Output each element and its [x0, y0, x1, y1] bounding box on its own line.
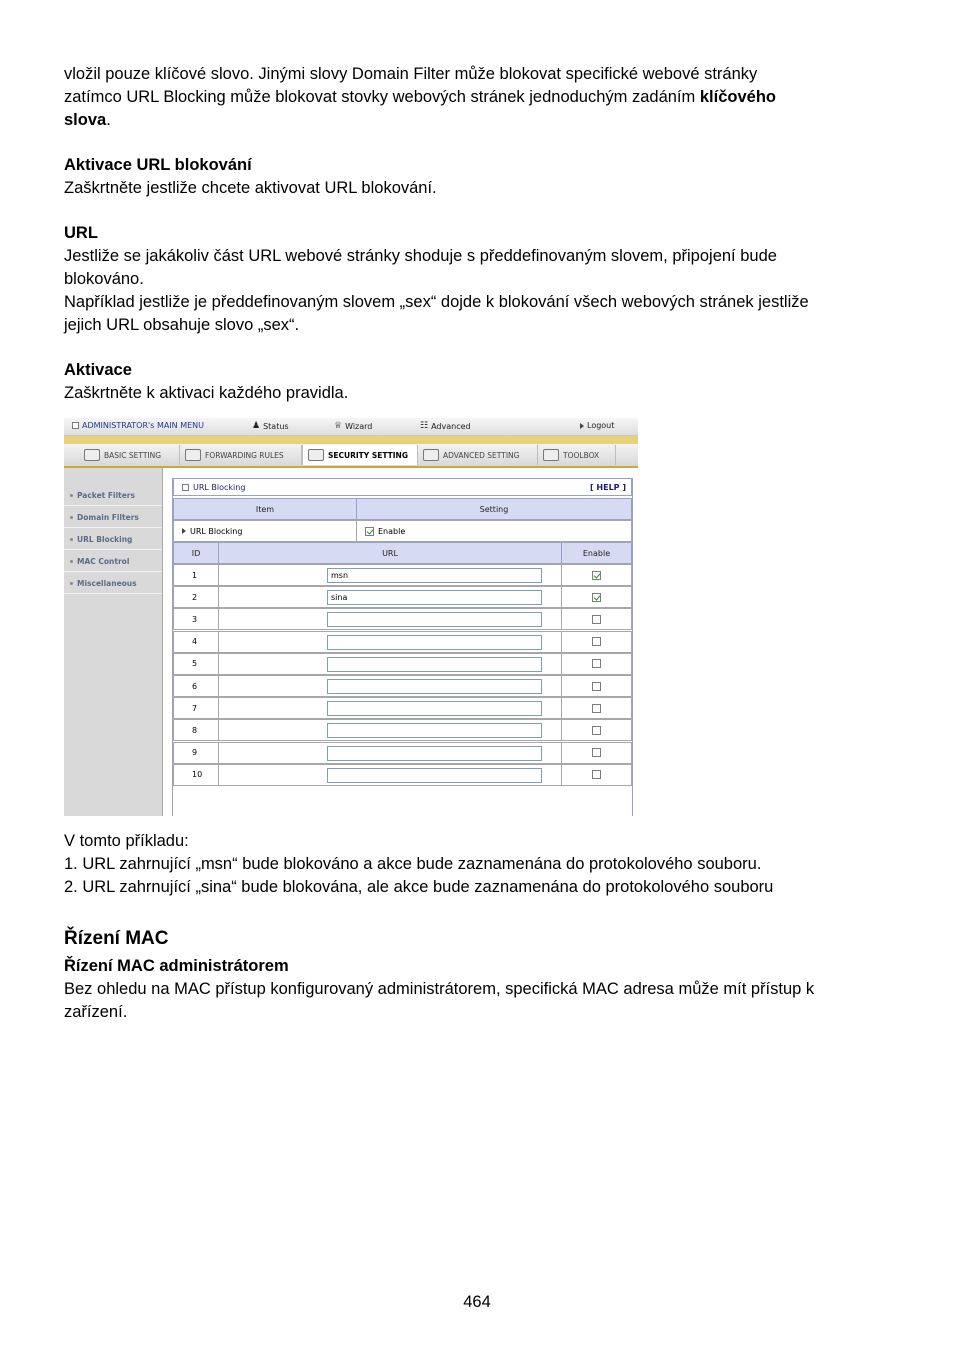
sidebar-item-url-blocking[interactable]: [64, 529, 162, 550]
rule-id: 8: [173, 719, 219, 741]
logout-link[interactable]: [580, 421, 614, 430]
rule-url-input[interactable]: [327, 657, 542, 672]
intro-line-2: [64, 86, 776, 109]
rule-id: 1: [173, 564, 219, 586]
activation-text: Zaškrtněte jestliže chcete aktivovat URL blokování.: [64, 179, 437, 197]
tab-label: TOOLBOX: [563, 450, 600, 460]
rule-enable-checkbox[interactable]: [592, 682, 601, 691]
example-item-1: 1. URL zahrnující „msn“ bude blokováno a akce bude zaznamenána do protokolového souboru.: [64, 855, 762, 873]
forwarding-rules-icon: [185, 449, 201, 461]
intro-line-3: [64, 109, 111, 132]
wizard-label: Wizard: [345, 421, 373, 431]
main-menu-label: ADMINISTRATOR's MAIN MENU: [82, 421, 204, 430]
main-menu-link[interactable]: [72, 421, 204, 430]
panel-title-bar: [173, 478, 632, 496]
enable-heading: Aktivace: [64, 361, 132, 379]
rule-enable-checkbox[interactable]: [592, 748, 601, 757]
rule-url-input[interactable]: [327, 746, 542, 761]
id-column-header: ID: [173, 542, 219, 564]
rule-id: 2: [173, 586, 219, 608]
url-heading: URL: [64, 224, 98, 242]
router-topbar: [64, 418, 638, 436]
sidebar-item-domain-filters[interactable]: [64, 507, 162, 528]
rule-id: 7: [173, 697, 219, 719]
rule-url-input[interactable]: [327, 568, 542, 583]
url-blocking-row-label: [173, 520, 357, 542]
advanced-link[interactable]: [420, 421, 471, 431]
rule-url-input[interactable]: [327, 723, 542, 738]
mac-heading: Řízení MAC: [64, 928, 169, 949]
tab-basic-setting[interactable]: [79, 445, 180, 465]
tab-label: SECURITY SETTING: [328, 450, 408, 460]
url-blocking-enable-cell: [356, 520, 632, 542]
rule-enable-checkbox[interactable]: [592, 659, 601, 668]
intro-line-2-text: zatímco URL Blocking může blokovat stovky webových stránek jednoduchým zadáním: [64, 88, 700, 106]
rule-enable-checkbox[interactable]: [592, 593, 601, 602]
bullet-icon: [70, 516, 73, 519]
rule-url-input[interactable]: [327, 679, 542, 694]
panel-square-icon: [182, 484, 189, 491]
sidebar-label: URL Blocking: [77, 534, 133, 544]
status-icon: ♟: [252, 421, 261, 431]
rule-enable-cell: [561, 631, 632, 653]
rule-url-cell: [218, 653, 562, 675]
rule-enable-checkbox[interactable]: [592, 770, 601, 779]
url-line-3: Například jestliže je předdefinovaným slovem „sex“ dojde k blokování všech webových stránek jestliže: [64, 293, 809, 311]
rule-id: 6: [173, 675, 219, 697]
rule-enable-cell: [561, 742, 632, 764]
sidebar-label: Domain Filters: [77, 512, 139, 522]
rule-enable-checkbox[interactable]: [592, 704, 601, 713]
rule-enable-cell: [561, 608, 632, 630]
example-item-2: 2. URL zahrnující „sina“ bude blokována, ale akce bude zaznamenána do protokolového souboru: [64, 878, 774, 896]
rule-enable-cell: [561, 564, 632, 586]
intro-keyword-2: slova: [64, 111, 107, 129]
rule-enable-cell: [561, 764, 632, 786]
rule-url-input[interactable]: [327, 701, 542, 716]
panel-title: URL Blocking: [193, 482, 246, 492]
mac-line-2: zařízení.: [64, 1003, 128, 1021]
item-column-header: Item: [173, 498, 357, 520]
enable-text: Zaškrtněte k aktivaci každého pravidla.: [64, 384, 349, 402]
rule-url-cell: [218, 608, 562, 630]
rule-url-input[interactable]: [327, 768, 542, 783]
toolbox-icon: [543, 449, 559, 461]
activation-heading: Aktivace URL blokování: [64, 156, 252, 174]
rule-enable-cell: [561, 719, 632, 741]
menu-square-icon: [72, 422, 79, 429]
rule-enable-checkbox[interactable]: [592, 615, 601, 624]
router-tabs: [64, 444, 638, 468]
sidebar-label: MAC Control: [77, 556, 130, 566]
security-setting-icon: [308, 449, 324, 461]
example-intro: V tomto příkladu:: [64, 832, 189, 850]
tab-advanced-setting[interactable]: [418, 445, 538, 465]
url-line-4: jejich URL obsahuje slovo „sex“.: [64, 316, 300, 334]
logout-label: Logout: [587, 421, 615, 430]
rule-url-input[interactable]: [327, 635, 542, 650]
bullet-icon: [70, 560, 73, 563]
page-number: 464: [463, 1293, 491, 1311]
rule-enable-cell: [561, 586, 632, 608]
sidebar-item-mac-control[interactable]: [64, 551, 162, 572]
rule-url-cell: [218, 631, 562, 653]
rule-url-input[interactable]: [327, 590, 542, 605]
router-sidebar: [64, 468, 163, 816]
intro-period: .: [106, 111, 111, 129]
rule-id: 5: [173, 653, 219, 675]
url-blocking-panel: [172, 478, 633, 816]
setting-column-header: Setting: [356, 498, 632, 520]
rule-enable-checkbox[interactable]: [592, 637, 601, 646]
rule-enable-cell: [561, 675, 632, 697]
rule-id: 9: [173, 742, 219, 764]
bullet-icon: [70, 582, 73, 585]
tab-label: BASIC SETTING: [104, 450, 162, 460]
rule-id: 4: [173, 631, 219, 653]
wizard-icon: ♕: [334, 421, 343, 431]
rule-enable-checkbox[interactable]: [592, 571, 601, 580]
router-screenshot: [64, 418, 638, 816]
enable-column-header: Enable: [561, 542, 632, 564]
rule-url-cell: [218, 742, 562, 764]
rule-id: 10: [173, 764, 219, 786]
tab-toolbox[interactable]: [538, 445, 616, 465]
mac-line-1: Bez ohledu na MAC přístup konfigurovaný administrátorem, specifická MAC adresa může mít přístup k: [64, 980, 815, 998]
mac-subheading: Řízení MAC administrátorem: [64, 957, 289, 975]
wizard-link[interactable]: [334, 421, 372, 431]
enable-label: Enable: [378, 526, 406, 536]
intro-line-1: vložil pouze klíčové slovo. Jinými slovy Domain Filter může blokovat specifické webové stránky: [64, 65, 758, 83]
rule-enable-cell: [561, 697, 632, 719]
rule-url-cell: [218, 697, 562, 719]
rule-id: 3: [173, 608, 219, 630]
rule-enable-cell: [561, 653, 632, 675]
sidebar-label: Packet Filters: [77, 490, 135, 500]
rule-url-cell: [218, 764, 562, 786]
tab-label: FORWARDING RULES: [205, 450, 284, 460]
sidebar-item-packet-filters[interactable]: [64, 485, 162, 506]
rule-url-cell: [218, 586, 562, 608]
logout-arrow-icon: [580, 423, 584, 429]
status-label: Status: [263, 421, 289, 431]
bullet-icon: [70, 538, 73, 541]
basic-setting-icon: [84, 449, 100, 461]
header-accent-bar: [64, 436, 638, 444]
url-blocking-enable-checkbox[interactable]: [365, 527, 374, 536]
url-line-2: blokováno.: [64, 270, 144, 288]
bullet-icon: [70, 494, 73, 497]
rule-url-input[interactable]: [327, 612, 542, 627]
rule-url-cell: [218, 719, 562, 741]
status-link[interactable]: [252, 421, 289, 431]
url-column-header: URL: [218, 542, 562, 564]
rule-enable-checkbox[interactable]: [592, 726, 601, 735]
advanced-setting-icon: [423, 449, 439, 461]
sidebar-item-miscellaneous[interactable]: [64, 573, 162, 594]
rule-url-cell: [218, 675, 562, 697]
intro-keyword: klíčového: [699, 88, 776, 106]
advanced-label: Advanced: [431, 421, 471, 431]
tab-label: ADVANCED SETTING: [443, 450, 520, 460]
url-blocking-label: URL Blocking: [190, 526, 243, 536]
tab-forwarding-rules[interactable]: [180, 445, 302, 465]
sidebar-label: Miscellaneous: [77, 578, 137, 588]
url-line-1: Jestliže se jakákoliv část URL webové stránky shoduje s předdefinovaným slovem, připojení bude: [64, 247, 777, 265]
help-link[interactable]: [ HELP ]: [589, 483, 626, 492]
tab-security-setting[interactable]: [302, 445, 418, 465]
row-arrow-icon: [182, 528, 186, 534]
rule-url-cell: [218, 564, 562, 586]
advanced-icon: ☷: [420, 421, 429, 431]
